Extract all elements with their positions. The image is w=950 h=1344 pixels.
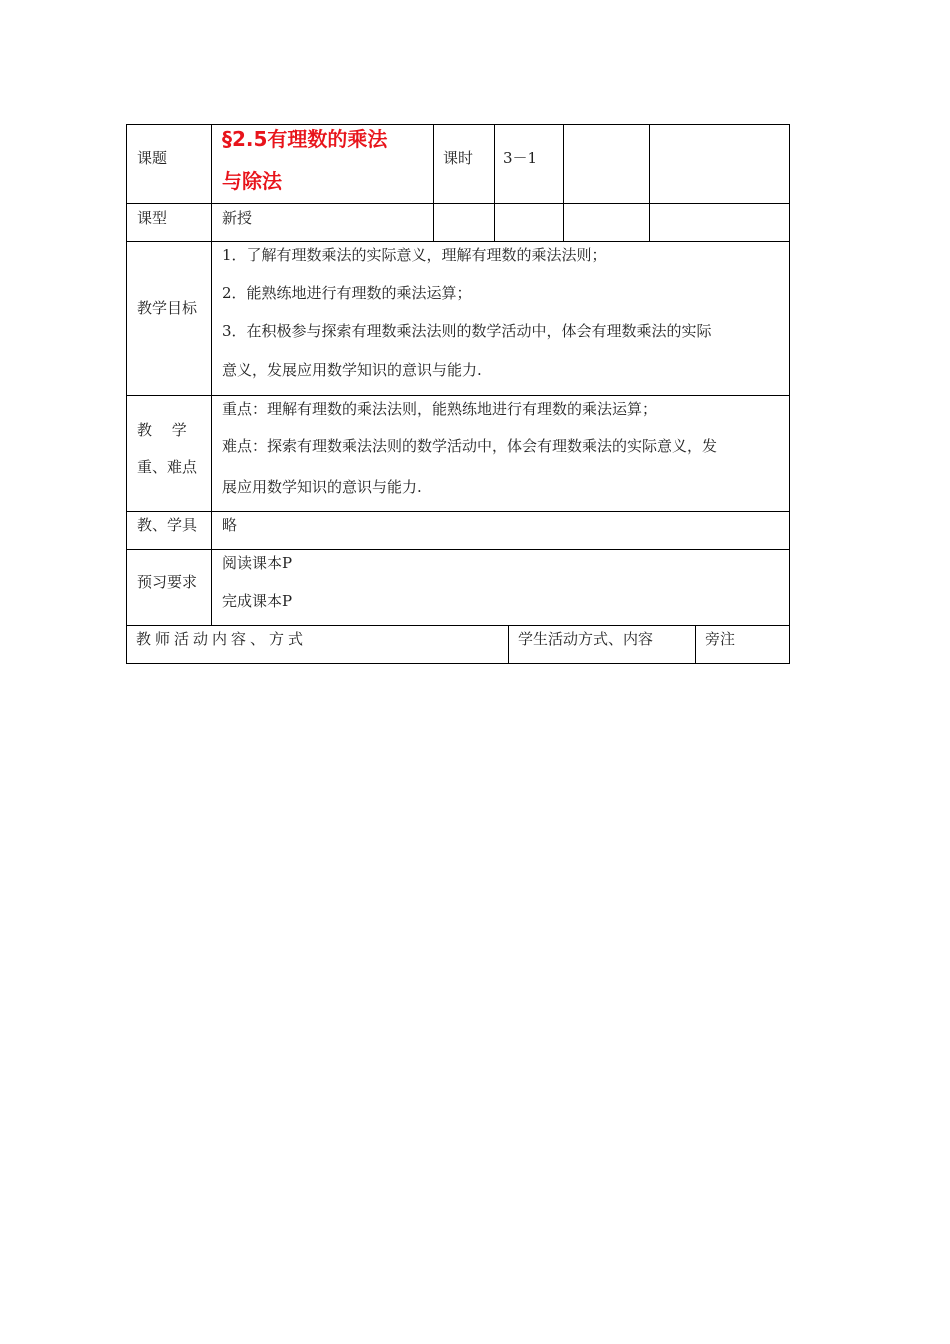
keypoints-label-line-1: 教 学	[137, 421, 187, 439]
table-border	[126, 124, 127, 664]
student-activity-heading: 学生活动方式、内容	[518, 630, 654, 648]
col-divider	[649, 124, 650, 241]
type-value: 新授	[222, 209, 253, 227]
row-divider	[126, 511, 790, 512]
keypoint-item: 展应用数学知识的意识与能力.	[222, 478, 422, 496]
topic-title-line-2: 与除法	[222, 169, 282, 193]
topic-title-line-1: §2.5有理数的乘法	[222, 127, 388, 151]
col-divider	[494, 124, 495, 241]
tools-value: 略	[222, 516, 238, 534]
row-divider	[126, 549, 790, 550]
goal-item: 意义，发展应用数学知识的意识与能力.	[222, 361, 482, 379]
goal-item: 1．了解有理数乘法的实际意义，理解有理数的乘法法则；	[222, 246, 607, 264]
teacher-activity-heading: 教师活动内容、方式	[136, 630, 308, 648]
period-label: 课时	[443, 149, 474, 167]
col-divider	[211, 124, 212, 625]
tools-label: 教、学具	[137, 516, 198, 534]
col-divider	[508, 625, 509, 664]
period-value: 3－1	[503, 149, 538, 167]
keypoint-item: 难点：探索有理数乘法法则的数学活动中，体会有理数乘法的实际意义，发	[222, 437, 718, 455]
col-divider	[433, 124, 434, 241]
col-divider	[563, 124, 564, 241]
row-divider	[126, 241, 790, 242]
row-divider	[126, 203, 790, 204]
table-border	[789, 124, 790, 664]
topic-label: 课题	[137, 149, 168, 167]
goal-item: 3．在积极参与探索有理数乘法法则的数学活动中，体会有理数乘法的实际	[222, 322, 712, 340]
preview-item: 阅读课本P	[222, 554, 293, 572]
preview-label: 预习要求	[137, 573, 198, 591]
lesson-plan-table	[126, 124, 790, 664]
row-divider	[126, 625, 790, 626]
goal-item: 2．能熟练地进行有理数的乘法运算；	[222, 284, 472, 302]
table-border	[126, 663, 790, 664]
goals-label: 教学目标	[137, 299, 198, 317]
keypoints-label-line-2: 重、难点	[137, 458, 198, 476]
preview-item: 完成课本P	[222, 592, 293, 610]
col-divider	[695, 625, 696, 664]
type-label: 课型	[137, 209, 168, 227]
keypoint-item: 重点：理解有理数的乘法法则，能熟练地进行有理数的乘法运算；	[222, 400, 658, 418]
row-divider	[126, 395, 790, 396]
notes-heading: 旁注	[705, 630, 736, 648]
